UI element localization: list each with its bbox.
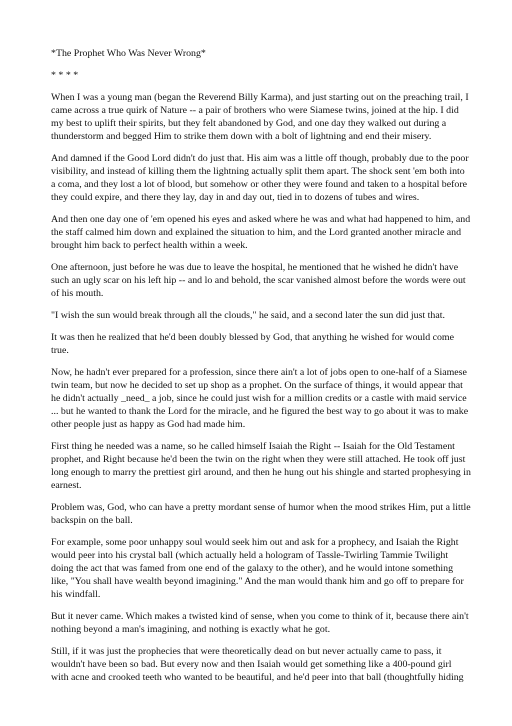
- document-page: [51, 47, 471, 693]
- paragraph: Now, he hadn't ever prepared for a profession, since there ain't a lot of jobs open to one-half of a Siamese twin team, but now he decided to set up shop as a prophet. On the surface of things, it would appear that he didn't actually _need_ a job, since he could just wish for a million credits or a castle with maid service ... but he wanted to thank the Lord for the miracle, and he figured the best way to go about it was to make other people just as happy as God had made him.: [51, 367, 469, 430]
- paragraph: First thing he needed was a name, so he called himself Isaiah the Right -- Isaiah for the Old Testament prophet, and Right because he'd been the twin on the right when they were still attached. He took off just long enough to marry the prettiest girl around, and then he hung out his shingle and started prophesying in earnest.: [51, 441, 471, 491]
- paragraph: And then one day one of 'em opened his eyes and asked where he was and what had happened to him, and the staff calmed him down and explained the situation to him, and the Lord granted another miracle and brought him back to perfect health within a week.: [51, 214, 471, 251]
- document-title: *The Prophet Who Was Never Wrong*: [51, 48, 206, 59]
- paragraph: It was then he realized that he'd been doubly blessed by God, that anything he wished for would come true.: [51, 332, 454, 356]
- paragraph: When I was a young man (began the Reverend Billy Karma), and just starting out on the preaching trail, I came across a true quirk of Nature -- a pair of brothers who were Siamese twins, joined at the hip. I did my best to uplift their spirits, but they felt abandoned by God, and one day they walked out during a thunderstorm and begged Him to strike them down with a bolt of lightning and end their misery.: [51, 92, 469, 142]
- paragraph: Still, if it was just the prophecies that were theoretically dead on but never actually came to pass, it wouldn't have been so bad. But every now and then Isaiah would get something like a 400-pound girl with acne and crooked teeth who wanted to be beautiful, and he'd peer into that ball (thoughtfully hiding: [51, 646, 464, 683]
- paragraph: For example, some poor unhappy soul would seek him out and ask for a prophecy, and Isaiah the Right would peer into his crystal ball (which actually held a hologram of Tassle-Twirling Tammie Twilight doing the act that was famed from one end of the galaxy to the other), and he would intone something like, "You shall have wealth beyond imagining." And the man would thank him and go off to prepare for his windfall.: [51, 537, 464, 600]
- paragraph: Problem was, God, who can have a pretty mordant sense of humor when the mood strikes Him, put a little backspin on the ball.: [51, 502, 471, 526]
- paragraph: And damned if the Good Lord didn't do just that. His aim was a little off though, probably due to the poor visibility, and instead of killing them the lightning actually split them apart. The shock sent 'em both into a coma, and they lost a lot of blood, but somehow or other they were found and taken to a hospital before they could expire, and there they lay, day in and day out, tied in to dozens of tubes and wires.: [51, 153, 469, 203]
- paragraph: But it never came. Which makes a twisted kind of sense, when you come to think of it, because there ain't nothing beyond a man's imagining, and nothing is exactly what he got.: [51, 611, 469, 635]
- section-separator: * * * *: [51, 70, 79, 81]
- paragraph: One afternoon, just before he was due to leave the hospital, he mentioned that he wished he didn't have such an ugly scar on his left hip -- and lo and behold, the scar vanished almost before the words were out of his mouth.: [51, 262, 466, 299]
- paragraph: "I wish the sun would break through all the clouds," he said, and a second later the sun did just that.: [51, 310, 445, 321]
